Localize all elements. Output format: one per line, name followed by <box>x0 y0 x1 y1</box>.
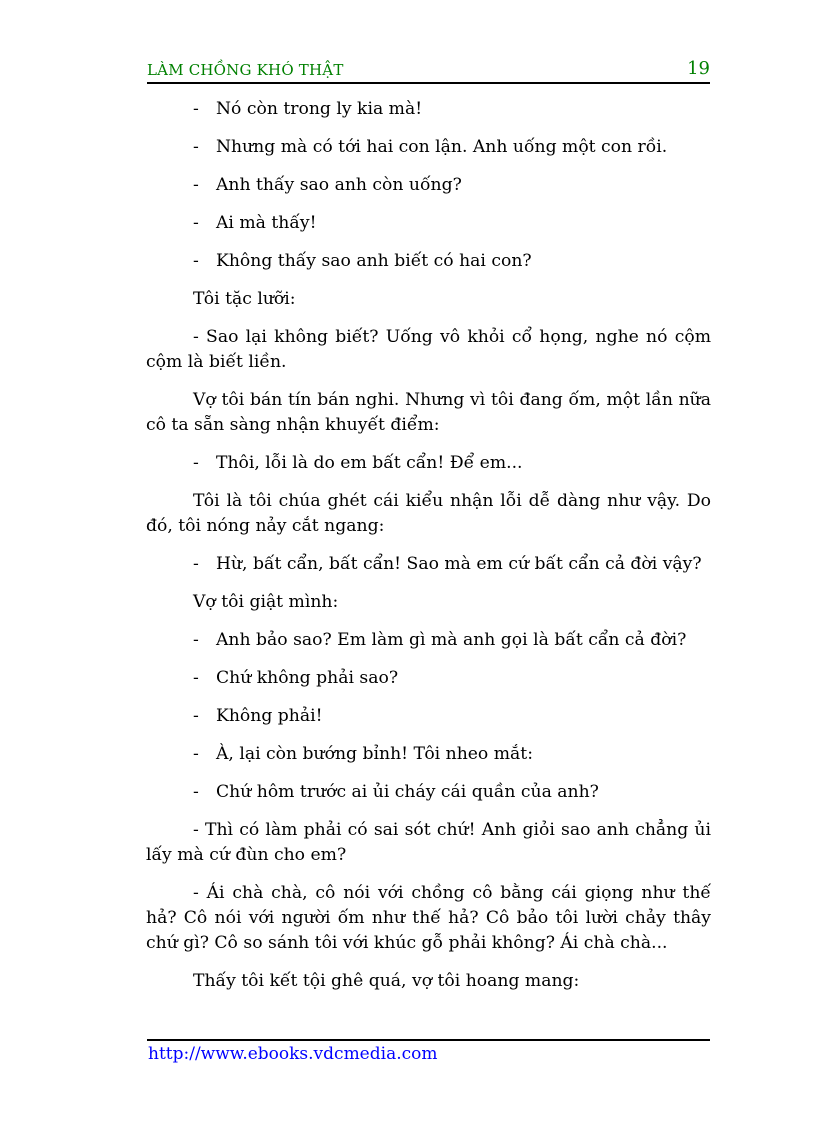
narrative-paragraph: Vợ tôi giật mình: <box>193 592 339 612</box>
paragraph-text: Không phải! <box>216 706 323 726</box>
dialogue-line <box>146 97 711 122</box>
dialogue-line <box>146 173 711 198</box>
dialogue-line <box>146 211 711 236</box>
dash-mark: - <box>193 782 199 802</box>
dialogue-line <box>146 135 711 160</box>
footer-divider <box>147 1039 710 1041</box>
dialogue-line <box>146 742 711 767</box>
dash-mark: - <box>193 630 199 650</box>
dash-mark: - <box>193 175 199 195</box>
dialogue-line <box>146 552 711 577</box>
dash-mark: - <box>193 453 199 473</box>
narrative-paragraph: Tôi là tôi chúa ghét cái kiểu nhận lỗi dễ dàng như vậy. Do đó, tôi nóng nảy cắt ngang: <box>146 491 711 536</box>
footer-website-link[interactable]: http://www.ebooks.vdcmedia.com <box>148 1044 438 1064</box>
paragraph-text: Chứ không phải sao? <box>216 668 399 688</box>
dash-mark: - <box>193 668 199 688</box>
narrative-paragraph: - Ái chà chà, cô nói với chồng cô bằng cái giọng như thế hả? Cô nói với người ốm như thế hả? Cô bảo tôi lười chảy thây chứ gì? Cô so sánh tôi với khúc gỗ phải không? Ái chà chà... <box>146 883 711 953</box>
page-header <box>147 58 710 84</box>
paragraph-text: Không thấy sao anh biết có hai con? <box>216 251 532 271</box>
dash-mark: - <box>193 744 199 764</box>
paragraph-text: Anh bảo sao? Em làm gì mà anh gọi là bất cẩn cả đời? <box>216 630 687 650</box>
dialogue-line <box>146 628 711 653</box>
dash-mark: - <box>193 213 199 233</box>
dialogue-line <box>146 249 711 274</box>
paragraph-text: Chứ hôm trước ai ủi cháy cái quần của anh? <box>216 782 599 802</box>
paragraph-text: Hừ, bất cẩn, bất cẩn! Sao mà em cứ bất cẩn cả đời vậy? <box>216 554 702 574</box>
dialogue-line <box>146 704 711 729</box>
dialogue-line <box>146 451 711 476</box>
dash-mark: - <box>193 137 199 157</box>
dialogue-line <box>146 666 711 691</box>
paragraph-text: Thôi, lỗi là do em bất cẩn! Để em... <box>216 453 523 473</box>
page-number: 19 <box>687 58 710 79</box>
page-body <box>146 97 711 1007</box>
narrative-paragraph: Tôi tặc lưỡi: <box>193 289 296 309</box>
paragraph-text: Ai mà thấy! <box>216 213 317 233</box>
narrative-paragraph: Thấy tôi kết tội ghê quá, vợ tôi hoang mang: <box>193 971 580 991</box>
dash-mark: - <box>193 251 199 271</box>
paragraph-text: À, lại còn bướng bỉnh! Tôi nheo mắt: <box>216 744 533 764</box>
narrative-paragraph: Vợ tôi bán tín bán nghi. Nhưng vì tôi đang ốm, một lần nữa cô ta sẵn sàng nhận khuyết điểm: <box>146 390 711 435</box>
dialogue-line <box>146 780 711 805</box>
paragraph-text: Nhưng mà có tới hai con lận. Anh uống một con rồi. <box>216 137 668 157</box>
book-title: LÀM CHỒNG KHÓ THẬT <box>147 61 344 79</box>
paragraph-text: Anh thấy sao anh còn uống? <box>216 175 462 195</box>
narrative-paragraph: - Thì có làm phải có sai sót chứ! Anh giỏi sao anh chẳng ủi lấy mà cứ đùn cho em? <box>146 820 711 865</box>
dash-mark: - <box>193 554 199 574</box>
paragraph-text: Nó còn trong ly kia mà! <box>216 99 423 119</box>
dash-mark: - <box>193 99 199 119</box>
dash-mark: - <box>193 706 199 726</box>
narrative-paragraph: - Sao lại không biết? Uống vô khỏi cổ họng, nghe nó cộm cộm là biết liền. <box>146 327 711 372</box>
